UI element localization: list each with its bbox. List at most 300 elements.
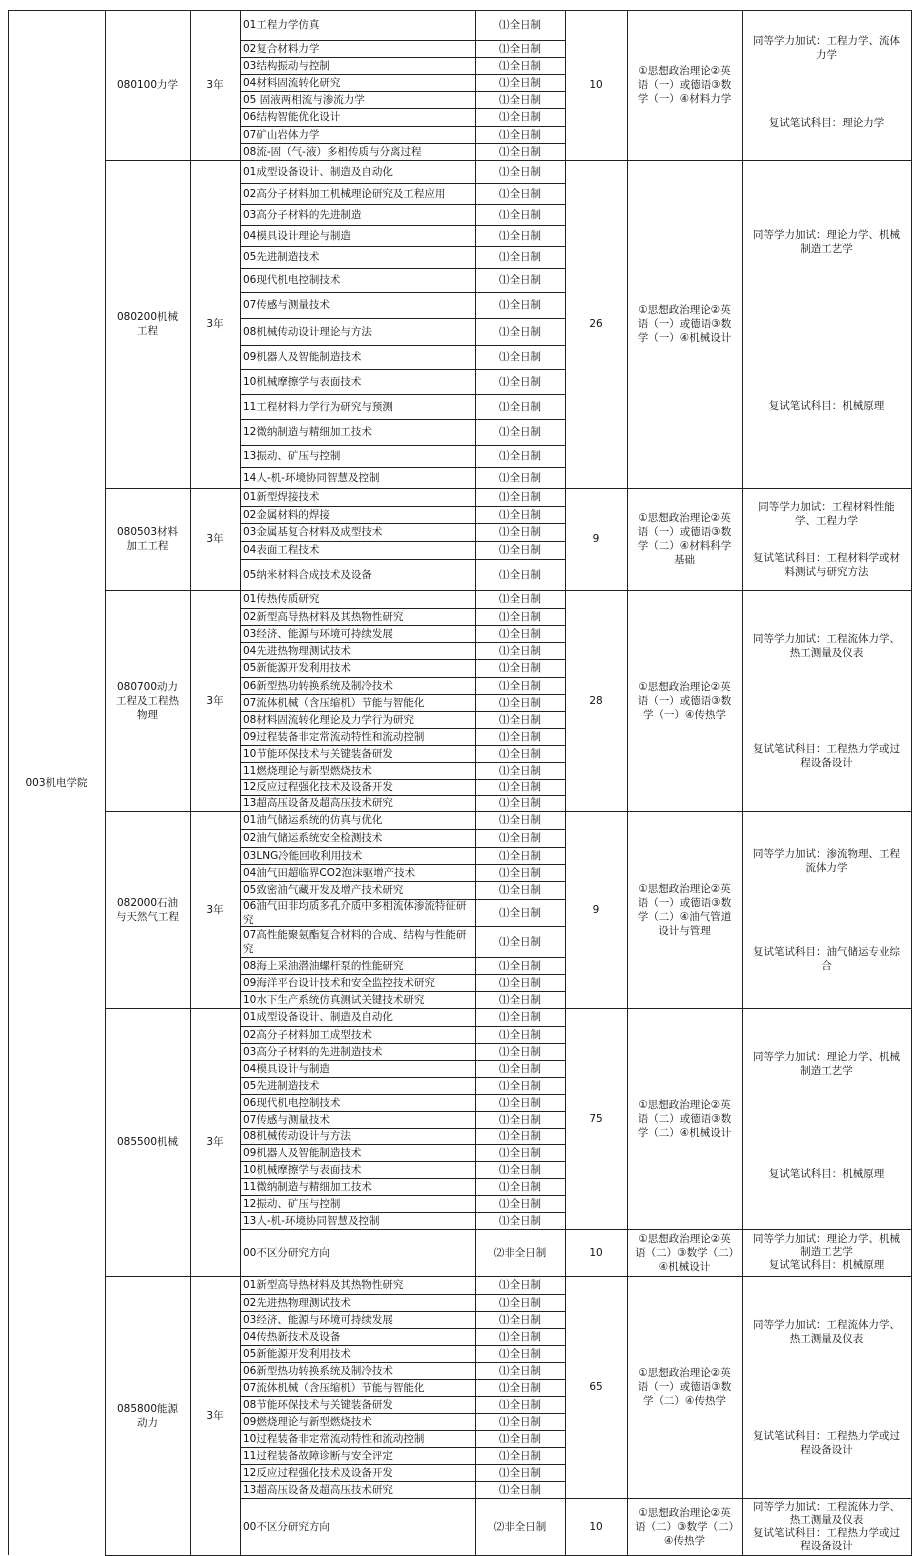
research-direction: 13振动、矿压与控制 bbox=[243, 450, 341, 462]
study-mode: ⑴全日制 bbox=[499, 274, 541, 286]
research-direction: 01成型设备设计、制造及自动化 bbox=[243, 1011, 393, 1023]
enrollment-quota: 65 bbox=[589, 1381, 603, 1393]
study-mode: ⑴全日制 bbox=[499, 1313, 541, 1326]
study-mode: ⑴全日制 bbox=[499, 568, 541, 581]
study-mode: ⑴全日制 bbox=[499, 696, 541, 709]
table-rule bbox=[240, 1144, 566, 1145]
table-rule bbox=[240, 143, 566, 144]
study-years: 3年 bbox=[206, 903, 224, 916]
table-rule bbox=[240, 126, 566, 127]
study-mode: ⑴全日制 bbox=[499, 976, 541, 989]
table-rule bbox=[105, 590, 241, 591]
research-direction: 11工程材料力学行为研究与预测 bbox=[243, 400, 393, 413]
table-rule bbox=[240, 1481, 566, 1482]
research-direction: 07矿山岩体力学 bbox=[243, 128, 320, 141]
research-direction: 03经济、能源与环境可持续发展 bbox=[243, 627, 393, 640]
table-rule bbox=[240, 523, 566, 524]
study-mode: ⑴全日制 bbox=[499, 165, 541, 178]
research-direction: 08节能环保技术与关键装备研发 bbox=[243, 1398, 393, 1411]
enrollment-quota: 26 bbox=[589, 318, 603, 330]
table-rule bbox=[627, 10, 628, 1555]
table-rule bbox=[240, 345, 566, 346]
table-rule bbox=[240, 847, 566, 848]
research-direction: 08机械传动设计与方法 bbox=[243, 1130, 351, 1142]
table-rule bbox=[8, 10, 9, 1555]
research-direction: 10水下生产系统仿真测试关键技术研究 bbox=[243, 993, 425, 1006]
research-direction: 06现代机电控制技术 bbox=[243, 1096, 341, 1109]
study-years: 3年 bbox=[206, 318, 224, 330]
study-mode: ⑴全日制 bbox=[499, 935, 541, 948]
study-mode: ⑴全日制 bbox=[499, 866, 541, 879]
major-name: 080503材料加工工程 bbox=[116, 526, 179, 552]
table-rule bbox=[240, 608, 566, 609]
enrollment-quota: 10 bbox=[589, 1246, 603, 1259]
table-rule bbox=[240, 1311, 566, 1312]
study-mode: ⑴全日制 bbox=[499, 526, 541, 538]
exam-subjects: ①思想政治理论②英语（一）或德语③数学（一）④材料力学 bbox=[637, 65, 732, 105]
study-mode: ⑴全日制 bbox=[499, 1432, 541, 1445]
research-direction: 03结构振动与控制 bbox=[243, 59, 330, 72]
research-direction: 02金属材料的焊接 bbox=[243, 508, 330, 521]
table-rule bbox=[240, 40, 566, 41]
research-direction: 07传感与测量技术 bbox=[243, 1113, 330, 1126]
study-mode: ⑴全日制 bbox=[499, 544, 541, 556]
research-direction: 03高分子材料的先进制造 bbox=[243, 208, 362, 221]
research-direction: 05新能源开发利用技术 bbox=[243, 662, 351, 674]
research-direction: 04模具设计理论与制造 bbox=[243, 229, 351, 242]
study-mode: ⑴全日制 bbox=[499, 1062, 541, 1075]
research-direction: 05 固液两相流与渗流力学 bbox=[243, 93, 365, 106]
study-mode: ⑴全日制 bbox=[499, 884, 541, 896]
extra-exam-note: 同等学力加试：理论力学、机械制造工艺学 bbox=[753, 1050, 900, 1077]
exam-subjects: ①思想政治理论②英语（一）或德语③数学（二）④传热学 bbox=[637, 1367, 732, 1407]
table-rule bbox=[240, 183, 566, 184]
table-rule bbox=[240, 268, 566, 269]
study-mode: ⑴全日制 bbox=[499, 1045, 541, 1058]
research-direction: 11过程装备故障诊断与安全评定 bbox=[243, 1449, 393, 1462]
study-mode: ⑵非全日制 bbox=[493, 1520, 547, 1533]
table-rule bbox=[240, 957, 566, 958]
table-rule bbox=[240, 57, 566, 58]
table-rule bbox=[240, 974, 566, 975]
research-direction: 10机械摩擦学与表面技术 bbox=[243, 1163, 362, 1176]
extra-exam-note: 同等学力加试：理论力学、机械制造工艺学 bbox=[753, 229, 900, 255]
study-mode: ⑴全日制 bbox=[499, 1415, 541, 1428]
table-rule bbox=[240, 246, 566, 247]
research-direction: 03金属基复合材料及成型技术 bbox=[243, 526, 383, 538]
table-rule bbox=[105, 10, 106, 1555]
study-mode: ⑴全日制 bbox=[499, 713, 541, 726]
research-direction: 08流-固（气-液）多相传质与分离过程 bbox=[243, 145, 422, 158]
study-mode: ⑴全日制 bbox=[499, 93, 541, 106]
extra-exam-note: 同等学力加试：工程流体力学、热工测量及仪表 bbox=[753, 1318, 900, 1345]
study-mode: ⑴全日制 bbox=[499, 644, 541, 657]
study-mode: ⑴全日制 bbox=[499, 1296, 541, 1309]
research-direction: 02新型高导热材料及其热物性研究 bbox=[243, 610, 404, 623]
research-direction: 09海洋平台设计技术和安全监控技术研究 bbox=[243, 976, 435, 989]
table-rule bbox=[565, 1229, 912, 1230]
table-rule bbox=[240, 829, 566, 830]
exam-subjects: ①思想政治理论②英语（一）或德语③数学（二）④材料科学基础 bbox=[637, 512, 732, 566]
study-mode: ⑴全日制 bbox=[499, 42, 541, 55]
research-direction: 00不区分研究方向 bbox=[243, 1246, 330, 1259]
research-direction: 03高分子材料的先进制造技术 bbox=[243, 1045, 383, 1058]
research-direction: 07流体机械（含压缩机）节能与智能化 bbox=[243, 1381, 425, 1394]
table-rule bbox=[105, 811, 241, 812]
research-direction: 01成型设备设计、制造及自动化 bbox=[243, 165, 393, 178]
table-rule bbox=[240, 694, 566, 695]
exam-subjects: ①思想政治理论②英语（一）或德语③数学（一）④传热学 bbox=[637, 680, 732, 721]
study-mode: ⑴全日制 bbox=[499, 491, 541, 503]
research-direction: 05纳米材料合成技术及设备 bbox=[243, 568, 372, 581]
table-rule bbox=[240, 625, 566, 626]
exam-subjects: ①思想政治理论②英语（二）③数学（二）④机械设计 bbox=[635, 1232, 734, 1273]
table-rule bbox=[565, 488, 912, 489]
table-rule bbox=[240, 1128, 566, 1129]
research-direction: 12反应过程强化技术及设备开发 bbox=[243, 781, 393, 793]
research-direction: 04先进热物理测试技术 bbox=[243, 644, 351, 657]
table-rule bbox=[565, 10, 566, 1555]
research-direction: 01新型高导热材料及其热物性研究 bbox=[243, 1279, 404, 1291]
study-mode: ⑴全日制 bbox=[499, 1079, 541, 1092]
extra-exam-note: 同等学力加试：理论力学、机械制造工艺学 bbox=[753, 1233, 900, 1258]
study-mode: ⑴全日制 bbox=[499, 1096, 541, 1109]
research-direction: 06结构智能优化设计 bbox=[243, 111, 341, 123]
table-rule bbox=[240, 811, 566, 812]
study-years: 3年 bbox=[206, 533, 224, 545]
table-rule bbox=[240, 1379, 566, 1380]
study-mode: ⑴全日制 bbox=[499, 814, 541, 826]
table-rule bbox=[240, 204, 566, 205]
study-mode: ⑴全日制 bbox=[499, 730, 541, 743]
study-mode: ⑴全日制 bbox=[499, 59, 541, 72]
college-name: 003机电学院 bbox=[25, 776, 88, 789]
study-mode: ⑴全日制 bbox=[499, 1146, 541, 1159]
table-rule bbox=[240, 659, 566, 660]
table-rule bbox=[565, 1498, 912, 1499]
research-direction: 02高分子材料加工成型技术 bbox=[243, 1028, 372, 1041]
study-mode: ⑴全日制 bbox=[499, 1330, 541, 1343]
study-mode: ⑴全日制 bbox=[499, 471, 541, 484]
study-mode: ⑴全日制 bbox=[499, 832, 541, 844]
research-direction: 09机器人及智能制造技术 bbox=[243, 1146, 362, 1159]
research-direction: 06新型热功转换系统及制冷技术 bbox=[243, 1364, 393, 1377]
retest-subject-note: 复试笔试科目：工程热力学或过程设备设计 bbox=[753, 1526, 900, 1552]
table-rule bbox=[240, 1026, 566, 1027]
enrollment-quota: 10 bbox=[589, 79, 603, 91]
table-rule bbox=[105, 1008, 241, 1009]
study-mode: ⑴全日制 bbox=[499, 610, 541, 623]
table-rule bbox=[240, 779, 566, 780]
extra-exam-note: 同等学力加试：工程流体力学、热工测量及仪表 bbox=[753, 1500, 900, 1526]
study-mode: ⑴全日制 bbox=[499, 1466, 541, 1479]
research-direction: 06新型热功转换系统及制冷技术 bbox=[243, 679, 393, 692]
extra-exam-note: 同等学力加试：渗流物理、工程流体力学 bbox=[753, 847, 900, 874]
study-mode: ⑴全日制 bbox=[499, 450, 541, 462]
research-direction: 10过程装备非定常流动特性和流动控制 bbox=[243, 1432, 425, 1445]
table-rule bbox=[240, 762, 566, 763]
research-direction: 02复合材料力学 bbox=[243, 42, 320, 55]
research-direction: 07流体机械（含压缩机）节能与智能化 bbox=[243, 696, 425, 709]
table-rule bbox=[742, 10, 743, 1555]
study-mode: ⑴全日制 bbox=[499, 1028, 541, 1041]
study-mode: ⑴全日制 bbox=[499, 797, 541, 809]
table-rule bbox=[240, 864, 566, 865]
table-rule bbox=[240, 1396, 566, 1397]
study-mode: ⑵非全日制 bbox=[493, 1246, 547, 1259]
major-name: 080200机械工程 bbox=[116, 311, 179, 337]
table-rule bbox=[240, 1362, 566, 1363]
retest-subject-note: 复试笔试科目：油气储运专业综合 bbox=[753, 946, 900, 972]
study-mode: ⑴全日制 bbox=[499, 959, 541, 972]
table-rule bbox=[565, 160, 912, 161]
study-mode: ⑴全日制 bbox=[499, 187, 541, 200]
notes-cell bbox=[742, 1498, 911, 1555]
study-mode: ⑴全日制 bbox=[499, 593, 541, 605]
study-mode: ⑴全日制 bbox=[499, 764, 541, 777]
table-rule bbox=[911, 10, 912, 1555]
research-direction: 03经济、能源与环境可持续发展 bbox=[243, 1313, 393, 1326]
table-rule bbox=[240, 677, 566, 678]
table-rule bbox=[240, 160, 566, 161]
study-mode: ⑴全日制 bbox=[499, 128, 541, 141]
major-name: 080100力学 bbox=[116, 79, 179, 91]
table-rule bbox=[240, 1212, 566, 1213]
research-direction: 06油气田非均质多孔介质中多相流体渗流特征研究 bbox=[243, 899, 467, 926]
research-direction: 07高性能聚氨酯复合材料的合成、结构与性能研究 bbox=[243, 928, 467, 955]
extra-exam-note: 同等学力加试：工程流体力学、热工测量及仪表 bbox=[753, 632, 900, 659]
research-direction: 01工程力学仿真 bbox=[243, 19, 320, 31]
research-direction: 14人-机-环境协同智慧及控制 bbox=[243, 471, 380, 484]
table-rule bbox=[240, 1161, 566, 1162]
research-direction: 12微纳制造与精细加工技术 bbox=[243, 426, 372, 438]
table-rule bbox=[240, 1294, 566, 1295]
table-rule bbox=[240, 488, 566, 489]
table-rule bbox=[565, 811, 912, 812]
table-rule bbox=[240, 1464, 566, 1465]
table-rule bbox=[240, 1229, 566, 1230]
table-rule bbox=[240, 899, 566, 900]
table-rule bbox=[240, 74, 566, 75]
study-mode: ⑴全日制 bbox=[499, 325, 541, 338]
study-mode: ⑴全日制 bbox=[499, 849, 541, 862]
exam-subjects: ①思想政治理论②英语（二）或德语③数学（二）④机械设计 bbox=[637, 1098, 732, 1139]
table-rule bbox=[240, 590, 566, 591]
table-rule bbox=[240, 559, 566, 560]
table-rule bbox=[565, 1008, 912, 1009]
major-name: 082000石油与天然气工程 bbox=[116, 896, 179, 923]
study-mode: ⑴全日制 bbox=[499, 229, 541, 242]
study-mode: ⑴全日制 bbox=[499, 1279, 541, 1291]
study-mode: ⑴全日制 bbox=[499, 1483, 541, 1496]
research-direction: 12反应过程强化技术及设备开发 bbox=[243, 1466, 393, 1479]
study-mode: ⑴全日制 bbox=[499, 208, 541, 221]
table-rule bbox=[240, 1447, 566, 1448]
table-rule bbox=[240, 642, 566, 643]
research-direction: 06现代机电控制技术 bbox=[243, 274, 341, 286]
retest-subject-note: 复试笔试科目：工程热力学或过程设备设计 bbox=[753, 743, 900, 769]
study-mode: ⑴全日制 bbox=[499, 1113, 541, 1126]
major-name: 085800能源动力 bbox=[116, 1402, 179, 1429]
study-mode: ⑴全日制 bbox=[499, 662, 541, 674]
extra-exam-note: 同等学力加试：工程力学、流体力学 bbox=[753, 34, 900, 61]
research-direction: 05先进制造技术 bbox=[243, 251, 320, 263]
table-rule bbox=[475, 10, 476, 1555]
table-rule bbox=[240, 1498, 566, 1499]
research-direction: 05先进制造技术 bbox=[243, 1079, 320, 1092]
study-mode: ⑴全日制 bbox=[499, 1130, 541, 1142]
enrollment-quota: 9 bbox=[592, 903, 600, 916]
research-direction: 04模具设计与制造 bbox=[243, 1062, 330, 1075]
table-rule bbox=[240, 1094, 566, 1095]
research-direction: 05新能源开发利用技术 bbox=[243, 1347, 351, 1360]
table-rule bbox=[240, 1328, 566, 1329]
study-mode: ⑴全日制 bbox=[499, 1197, 541, 1210]
research-direction: 10节能环保技术与关键装备研发 bbox=[243, 747, 393, 760]
table-rule bbox=[240, 506, 566, 507]
study-years: 3年 bbox=[206, 79, 224, 91]
research-direction: 11微纳制造与精细加工技术 bbox=[243, 1180, 372, 1193]
research-direction: 03LNG冷能回收利用技术 bbox=[243, 849, 363, 862]
study-mode: ⑴全日制 bbox=[499, 1163, 541, 1176]
table-rule bbox=[240, 292, 566, 293]
table-rule bbox=[240, 1043, 566, 1044]
table-rule bbox=[240, 225, 566, 226]
retest-subject-note: 复试笔试科目：机械原理 bbox=[768, 1259, 885, 1271]
research-direction: 00不区分研究方向 bbox=[243, 1520, 330, 1533]
research-direction: 01油气储运系统的仿真与优化 bbox=[243, 814, 383, 826]
table-rule bbox=[105, 1276, 241, 1277]
research-direction: 04材料固流转化研究 bbox=[243, 76, 341, 89]
table-rule bbox=[240, 1430, 566, 1431]
table-rule bbox=[240, 419, 566, 420]
study-mode: ⑴全日制 bbox=[499, 426, 541, 438]
table-rule bbox=[240, 1111, 566, 1112]
table-rule bbox=[240, 445, 566, 446]
table-rule bbox=[240, 1195, 566, 1196]
retest-subject-note: 复试笔试科目：机械原理 bbox=[768, 1168, 885, 1180]
research-direction: 08海上采油潜油螺杆泵的性能研究 bbox=[243, 959, 404, 972]
study-mode: ⑴全日制 bbox=[499, 19, 541, 31]
table-rule bbox=[105, 160, 241, 161]
major-name: 080700动力工程及工程热物理 bbox=[116, 680, 179, 721]
study-mode: ⑴全日制 bbox=[499, 400, 541, 413]
study-mode: ⑴全日制 bbox=[499, 906, 541, 919]
research-direction: 02高分子材料加工机械理论研究及工程应用 bbox=[243, 187, 446, 200]
study-years: 3年 bbox=[206, 1136, 224, 1148]
enrollment-quota: 9 bbox=[592, 533, 600, 545]
study-mode: ⑴全日制 bbox=[499, 1214, 541, 1227]
table-rule bbox=[240, 369, 566, 370]
notes-cell bbox=[742, 1229, 911, 1276]
study-mode: ⑴全日制 bbox=[499, 627, 541, 640]
table-rule bbox=[240, 467, 566, 468]
research-direction: 08机械传动设计理论与方法 bbox=[243, 325, 372, 338]
research-direction: 12振动、矿压与控制 bbox=[243, 1197, 341, 1210]
research-direction: 08材料固流转化理论及力学行为研究 bbox=[243, 713, 414, 726]
retest-subject-note: 复试笔试科目：机械原理 bbox=[768, 400, 885, 412]
study-mode: ⑴全日制 bbox=[499, 1180, 541, 1193]
extra-exam-note: 同等学力加试：工程材料性能学、工程力学 bbox=[758, 500, 895, 527]
table-rule bbox=[240, 728, 566, 729]
study-mode: ⑴全日制 bbox=[499, 747, 541, 760]
table-rule bbox=[240, 1008, 566, 1009]
major-name: 085500机械 bbox=[116, 1136, 179, 1148]
study-years: 3年 bbox=[206, 1409, 224, 1422]
table-rule bbox=[240, 926, 566, 927]
study-mode: ⑴全日制 bbox=[499, 679, 541, 692]
table-rule bbox=[240, 1413, 566, 1414]
research-direction: 09燃烧理论与新型燃烧技术 bbox=[243, 1415, 372, 1428]
study-mode: ⑴全日制 bbox=[499, 76, 541, 89]
enrollment-quota: 75 bbox=[589, 1112, 603, 1125]
research-direction: 01传热传质研究 bbox=[243, 593, 320, 605]
table-rule bbox=[240, 91, 566, 92]
table-rule bbox=[240, 394, 566, 395]
study-mode: ⑴全日制 bbox=[499, 1449, 541, 1462]
research-direction: 10机械摩擦学与表面技术 bbox=[243, 375, 362, 388]
table-rule bbox=[240, 1345, 566, 1346]
table-rule bbox=[8, 10, 912, 11]
enrollment-quota: 10 bbox=[589, 1520, 603, 1533]
study-mode: ⑴全日制 bbox=[499, 145, 541, 158]
study-mode: ⑴全日制 bbox=[499, 781, 541, 793]
table-rule bbox=[240, 881, 566, 882]
table-rule bbox=[190, 10, 191, 1555]
enrollment-quota: 28 bbox=[589, 694, 603, 707]
research-direction: 04油气田超临界CO2泡沫驱增产技术 bbox=[243, 866, 416, 879]
research-direction: 09机器人及智能制造技术 bbox=[243, 351, 362, 363]
study-mode: ⑴全日制 bbox=[499, 111, 541, 123]
table-rule bbox=[240, 108, 566, 109]
table-rule bbox=[105, 488, 241, 489]
research-direction: 04传热新技术及设备 bbox=[243, 1330, 341, 1343]
research-direction: 02油气储运系统安全检测技术 bbox=[243, 832, 383, 844]
table-rule bbox=[565, 1276, 912, 1277]
table-rule bbox=[240, 991, 566, 992]
table-rule bbox=[240, 1178, 566, 1179]
research-direction: 13超高压设备及超高压技术研究 bbox=[243, 1483, 393, 1496]
table-rule bbox=[565, 590, 912, 591]
table-rule bbox=[240, 318, 566, 319]
study-mode: ⑴全日制 bbox=[499, 299, 541, 311]
exam-subjects: ①思想政治理论②英语（一）或德语③数学（二）④油气管道设计与管理 bbox=[637, 882, 732, 937]
study-mode: ⑴全日制 bbox=[499, 993, 541, 1006]
exam-subjects: ①思想政治理论②英语（一）或德语③数学（一）④机械设计 bbox=[637, 304, 732, 344]
table-rule bbox=[240, 795, 566, 796]
study-mode: ⑴全日制 bbox=[499, 1347, 541, 1360]
retest-subject-note: 复试笔试科目：工程热力学或过程设备设计 bbox=[753, 1429, 900, 1456]
table-rule bbox=[240, 541, 566, 542]
study-mode: ⑴全日制 bbox=[499, 1398, 541, 1411]
study-mode: ⑴全日制 bbox=[499, 1364, 541, 1377]
study-years: 3年 bbox=[206, 694, 224, 707]
research-direction: 07传感与测量技术 bbox=[243, 299, 330, 311]
research-direction: 04表面工程技术 bbox=[243, 544, 320, 556]
table-rule bbox=[240, 1060, 566, 1061]
research-direction: 13人-机-环境协同智慧及控制 bbox=[243, 1214, 380, 1227]
exam-subjects: ①思想政治理论②英语（二）③数学（二）④传热学 bbox=[635, 1506, 734, 1547]
table-rule bbox=[240, 711, 566, 712]
study-mode: ⑴全日制 bbox=[499, 375, 541, 388]
research-direction: 02先进热物理测试技术 bbox=[243, 1296, 351, 1309]
research-direction: 01新型焊接技术 bbox=[243, 491, 320, 503]
table-rule bbox=[240, 10, 241, 1555]
study-mode: ⑴全日制 bbox=[499, 351, 541, 363]
research-direction: 11燃烧理论与新型燃烧技术 bbox=[243, 764, 372, 777]
research-direction: 13超高压设备及超高压技术研究 bbox=[243, 797, 393, 809]
research-direction: 05致密油气藏开发及增产技术研究 bbox=[243, 884, 404, 896]
